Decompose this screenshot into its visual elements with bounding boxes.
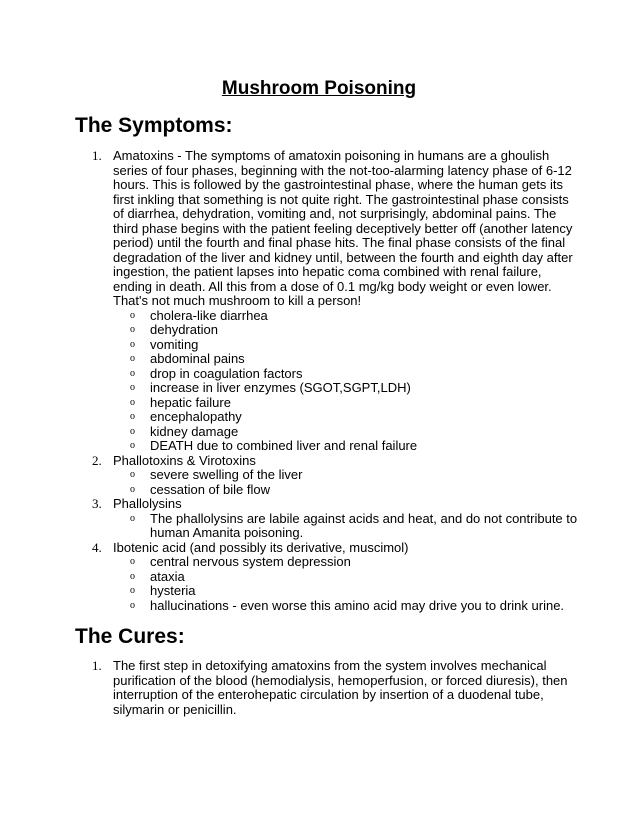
sub-item: o kidney damage (130, 423, 239, 439)
bullet-icon: o (130, 570, 135, 582)
cure-item (92, 658, 578, 717)
bullet-icon: o (130, 512, 135, 524)
sub-item: o DEATH due to combined liver and renal failure (130, 438, 418, 453)
bullet-icon: o (130, 599, 135, 611)
bullet-icon: o (130, 382, 135, 393)
symptom-sublist (113, 309, 578, 454)
list-number: 2. (92, 452, 102, 468)
cure-text: The first step in detoxifying amatoxins from the system involves mechanical purification of the blood (hemodialysis, hemoperfusion, or forced diuresis), then interruption of the enterohepatic circulation by insertion of a duodenal tube, silymarin or penicillin. (113, 658, 568, 717)
bullet-icon: o (130, 556, 135, 567)
bullet-icon: o (130, 396, 135, 408)
symptom-item (92, 496, 578, 541)
symptoms-heading: The Symptoms: (75, 114, 233, 137)
sub-item: o ataxia (130, 568, 185, 584)
list-number: 3. (92, 496, 102, 511)
bullet-icon: o (130, 309, 135, 321)
sub-item: o severe swelling of the liver (130, 467, 303, 482)
bullet-icon: o (130, 353, 135, 364)
sub-item: o encephalopathy (130, 409, 242, 424)
bullet-icon: o (130, 483, 135, 495)
bullet-icon: o (130, 585, 135, 596)
sub-item: o The phallolysins are labile against acids and heat, and do not contribute to human Amanita poisoning. (130, 510, 578, 540)
symptoms-list (92, 148, 578, 613)
sub-item: o vomiting (130, 336, 199, 352)
symptom-sublist (113, 512, 578, 541)
bullet-icon: o (130, 469, 135, 480)
bullet-icon: o (130, 324, 135, 335)
sub-item: o hepatic failure (130, 394, 231, 410)
symptom-sublist (113, 468, 578, 497)
bullet-icon: o (130, 425, 135, 437)
list-number: 4. (92, 539, 102, 555)
sub-item: o hysteria (130, 583, 196, 598)
sub-item: o central nervous system depression (130, 554, 351, 569)
symptom-text: Phallolysins (113, 496, 182, 511)
sub-item: o dehydration (130, 322, 218, 337)
symptom-item (92, 148, 578, 454)
symptom-item (92, 539, 578, 614)
symptom-item (92, 452, 578, 498)
cures-list (92, 658, 578, 717)
document-title: Mushroom Poisoning (221, 78, 417, 99)
sub-item: o cholera-like diarrhea (130, 307, 268, 323)
sub-item: o cessation of bile flow (130, 481, 270, 497)
list-number: 1. (92, 148, 102, 163)
bullet-icon: o (130, 338, 135, 350)
symptom-text: Ibotenic acid (and possibly its derivative, muscimol) (113, 539, 409, 555)
sub-item: o increase in liver enzymes (SGOT,SGPT,LDH) (130, 380, 411, 395)
symptom-text: Amatoxins - The symptoms of amatoxin poisoning in humans are a ghoulish series of four phases, beginning with the not-too-alarming latency phase of 6-12 hours. This is followed by the gastrointestinal phase, where the human gets its first inkling that something is not quite right. The gastrointestinal phase consists of diarrhea, dehydration, vomiting and, not surprisingly, abdominal pains. The third phase begins with the patient feeling deceptively better off (another latency period) until the fourth and final phase hits. The final phase consists of the final degradation of the liver and kidney until, between the fourth and eighth day after ingestion, the patient lapses into hepatic coma combined with renal failure, ending in death. All this from a dose of 0.1 mg/kg body weight or even lower. That's not much mushroom to kill a person! (113, 148, 573, 308)
bullet-icon: o (130, 440, 135, 451)
symptom-sublist (113, 555, 578, 613)
symptom-text: Phallotoxins & Virotoxins (113, 452, 256, 468)
bullet-icon: o (130, 411, 135, 422)
sub-item: o drop in coagulation factors (130, 365, 303, 381)
sub-item: o abdominal pains (130, 351, 245, 366)
sub-item: o hallucinations - even worse this amino acid may drive you to drink urine. (130, 597, 565, 613)
list-number: 1. (92, 658, 102, 673)
bullet-icon: o (130, 367, 135, 379)
cures-heading: The Cures: (75, 625, 185, 648)
